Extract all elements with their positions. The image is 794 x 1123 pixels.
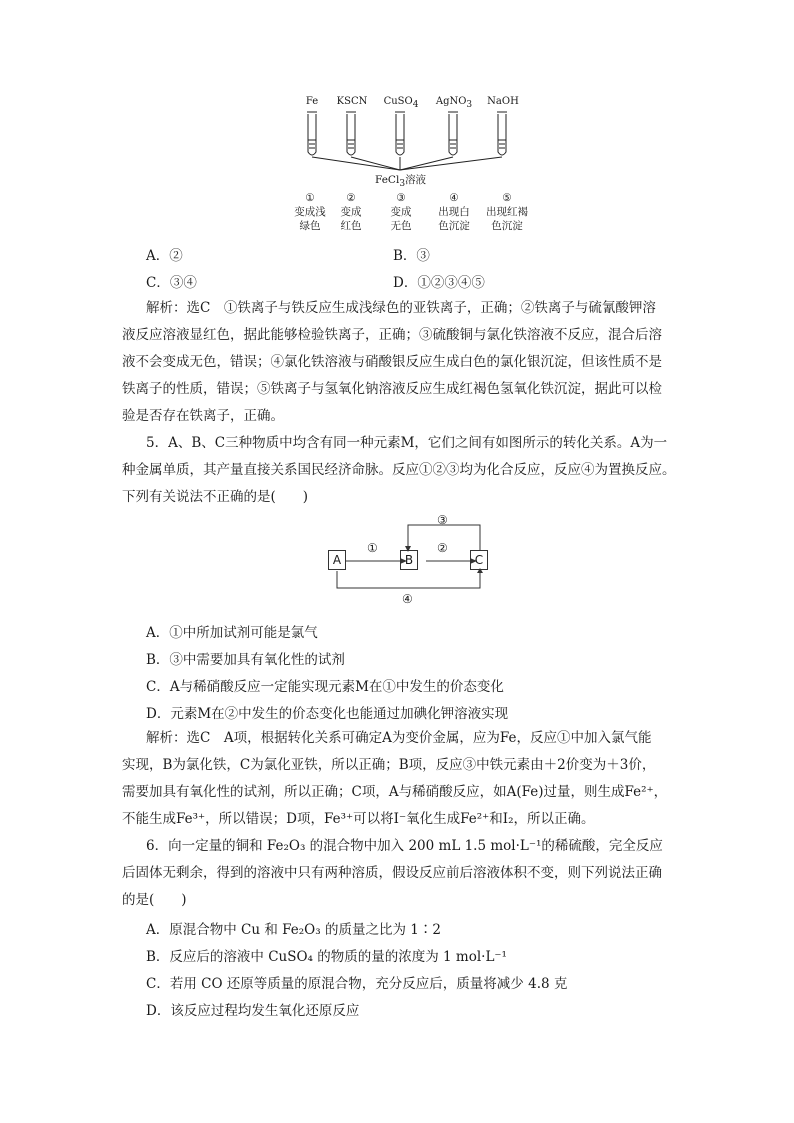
reagent-label-naoh: NaOH	[487, 96, 519, 107]
q6-option-b[interactable]: B．反应后的溶液中 CuSO₄ 的物质的量的浓度为 1 mol·L⁻¹	[146, 949, 507, 965]
test-tube-4	[448, 112, 458, 155]
reaction-2-label: ②	[437, 541, 448, 555]
test-tube-3	[395, 112, 405, 155]
reaction-4-label: ④	[402, 592, 413, 606]
observation-2: ② 变成 红色	[340, 192, 362, 232]
reaction-1-label: ①	[367, 541, 378, 555]
q5-option-b[interactable]: B．③中需要加具有氧化性的试剂	[146, 652, 345, 668]
observation-5: ⑤ 出现红褐 色沉淀	[486, 192, 528, 232]
node-b: B	[400, 550, 418, 570]
q5-option-c[interactable]: C．A与稀硝酸反应一定能实现元素M在①中发生的价态变化	[146, 679, 504, 695]
reagent-label-agno3: AgNO$_3$	[435, 96, 473, 110]
q4-option-c[interactable]: C．③④	[146, 275, 197, 291]
test-tube-1	[307, 112, 317, 155]
observation-1: ① 变成浅 绿色	[294, 192, 326, 232]
test-tube-5	[497, 112, 507, 155]
q4-option-a[interactable]: A．②	[146, 248, 183, 264]
q6-option-d[interactable]: D．该反应过程均发生氧化还原反应	[146, 1003, 360, 1019]
reagent-label-kscn: KSCN	[336, 96, 368, 107]
node-a: A	[328, 550, 346, 570]
solution-label: FeCl$_3$溶液	[375, 174, 427, 190]
reagent-label-cuso4: CuSO$_4$	[383, 96, 419, 110]
observation-3: ③ 变成 无色	[390, 192, 412, 232]
tube-connector-lines	[312, 157, 502, 170]
q5-option-a[interactable]: A．①中所加试剂可能是氯气	[146, 625, 318, 641]
test-tubes-drawing	[290, 110, 530, 172]
q6-option-c[interactable]: C．若用 CO 还原等质量的原混合物，充分反应后，质量将减少 4.8 克	[146, 976, 568, 992]
observation-4: ④ 出现白 色沉淀	[438, 192, 470, 232]
test-tube-2	[346, 112, 356, 155]
reagent-label-fe: Fe	[305, 96, 319, 107]
q6-option-a[interactable]: A．原混合物中 Cu 和 Fe₂O₃ 的质量之比为 1∶2	[146, 922, 441, 938]
node-c: C	[470, 550, 488, 570]
q4-option-d[interactable]: D．①②③④⑤	[393, 275, 485, 291]
q5-option-d[interactable]: D．元素M在②中发生的价态变化也能通过加碘化钾溶液实现	[146, 706, 509, 722]
q4-option-b[interactable]: B．③	[393, 248, 430, 264]
reaction-3-label: ③	[437, 513, 448, 527]
